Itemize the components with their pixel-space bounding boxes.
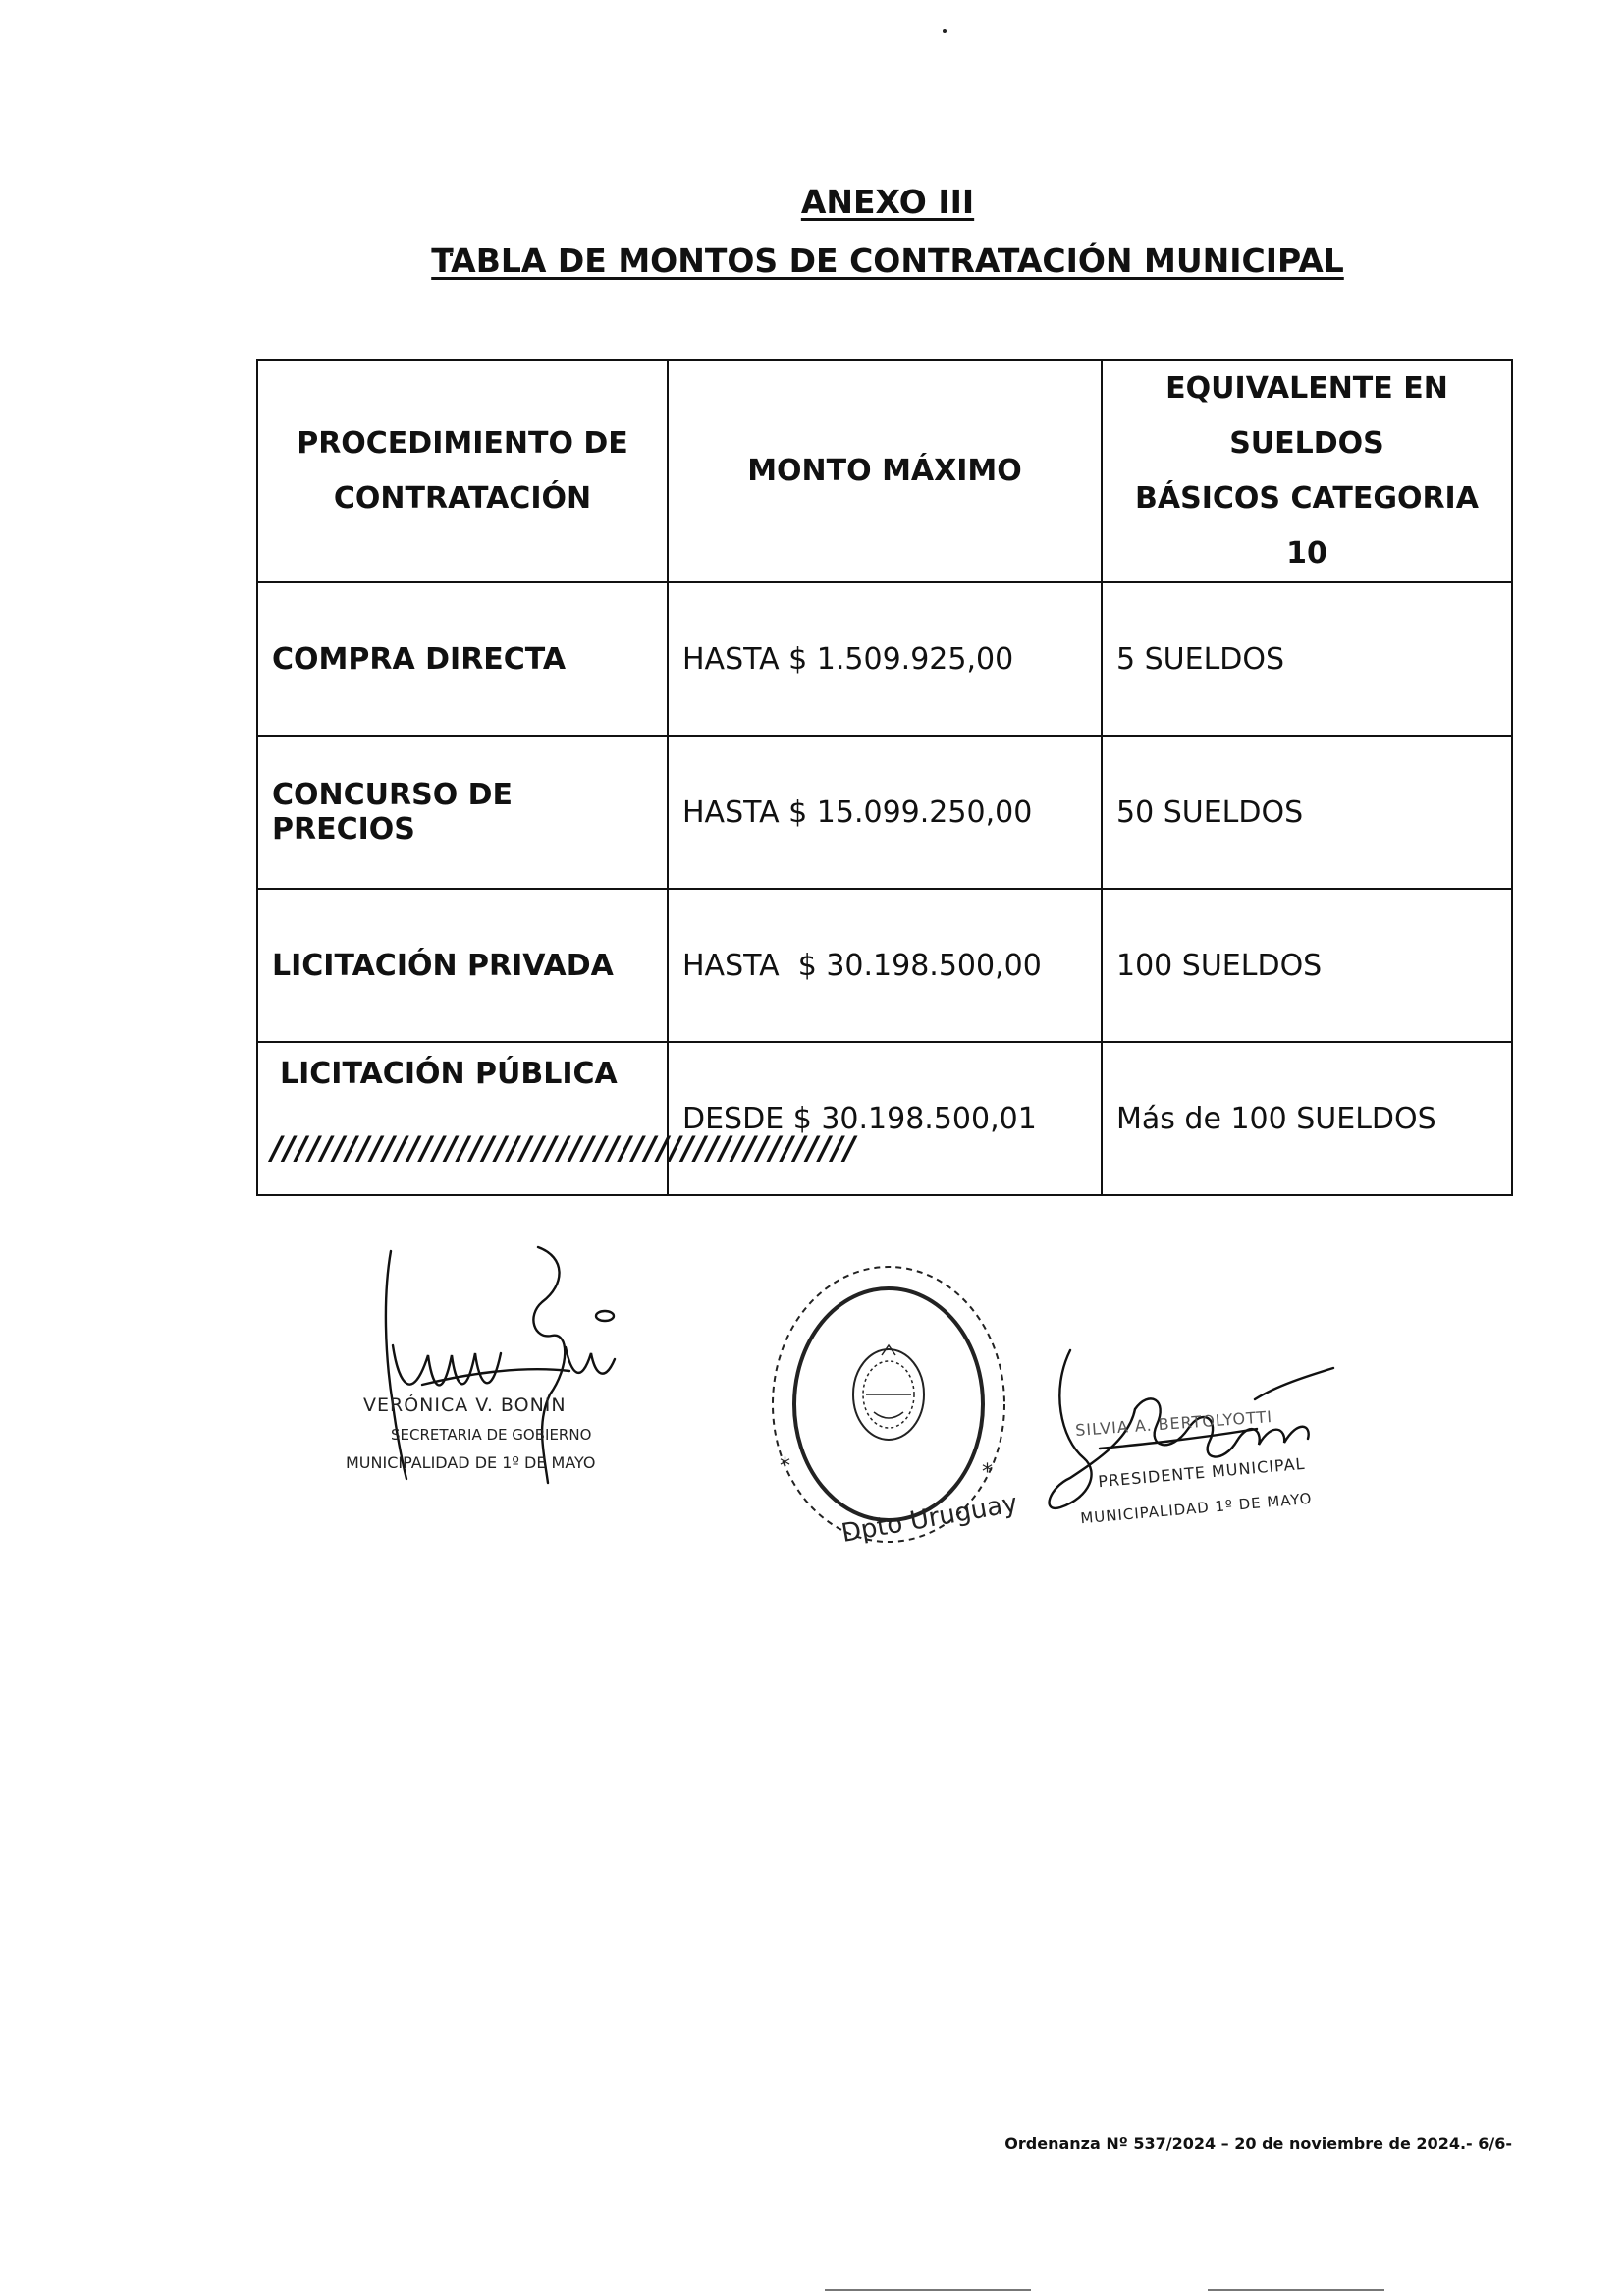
equivalent-cell: 100 SUELDOS — [1102, 889, 1512, 1042]
procedure-cell: COMPRA DIRECTA — [257, 582, 668, 736]
document-title: TABLA DE MONTOS DE CONTRATACIÓN MUNICIPAL — [431, 242, 1344, 280]
seal-label: Dpto Uruguay — [839, 1489, 1020, 1550]
header-procedure: PROCEDIMIENTO DE CONTRATACIÓN — [257, 360, 668, 582]
amount-cell: HASTA $ 30.198.500,00 — [668, 889, 1102, 1042]
left-signatory-name: VERÓNICA V. BONIN — [363, 1394, 567, 1416]
table-header-row — [257, 360, 1512, 582]
svg-text:*: * — [982, 1460, 993, 1485]
header-equivalent-line: SUELDOS — [1229, 426, 1384, 461]
header-equivalent — [1102, 360, 1512, 582]
table-row — [257, 889, 1512, 1042]
amount-cell: HASTA $ 1.509.925,00 — [668, 582, 1102, 736]
procedure-cell: LICITACIÓN PÚBLICA — [257, 1042, 668, 1195]
table-row — [257, 736, 1512, 889]
page-footer: Ordenanza Nº 537/2024 – 20 de noviembre de 2024.- 6/6- — [1004, 2134, 1512, 2153]
equivalent-cell: Más de 100 SUELDOS — [1102, 1042, 1512, 1195]
table-closing-slashes: /////////////////////////////////////////////// — [271, 1129, 857, 1167]
annex-title: ANEXO III — [800, 183, 975, 221]
equivalent-cell: 50 SUELDOS — [1102, 736, 1512, 889]
procedure-cell: CONCURSO DE PRECIOS — [257, 736, 668, 889]
right-signatory-name: SILVIA A. BERTOLYOTTI — [1074, 1407, 1273, 1440]
contracting-amounts-table — [256, 359, 1513, 1196]
table-row — [257, 582, 1512, 736]
header-equivalent-line: BÁSICOS CATEGORIA 10 — [1135, 481, 1479, 571]
left-signatory-role: SECRETARIA DE GOBIERNO — [391, 1426, 592, 1444]
amount-cell: DESDE $ 30.198.500,01 — [668, 1042, 1102, 1195]
table-row — [257, 1042, 1512, 1195]
header-equivalent-line: EQUIVALENTE EN — [1165, 371, 1448, 406]
right-signatory-organization: MUNICIPALIDAD 1º DE MAYO — [1079, 1489, 1314, 1528]
equivalent-cell: 5 SUELDOS — [1102, 582, 1512, 736]
procedure-cell: LICITACIÓN PRIVADA — [257, 889, 668, 1042]
left-signatory-organization: MUNICIPALIDAD DE 1º DE MAYO — [346, 1453, 596, 1472]
scan-artifact-line — [1208, 2289, 1384, 2291]
official-seal-stamp — [756, 1247, 1021, 1561]
scan-artifact-line — [825, 2289, 1031, 2291]
scan-speck — [943, 29, 947, 33]
right-signatory-role: PRESIDENTE MUNICIPAL — [1097, 1453, 1307, 1492]
svg-text:*: * — [780, 1454, 790, 1479]
header-max-amount: MONTO MÁXIMO — [668, 360, 1102, 582]
amount-cell: HASTA $ 15.099.250,00 — [668, 736, 1102, 889]
